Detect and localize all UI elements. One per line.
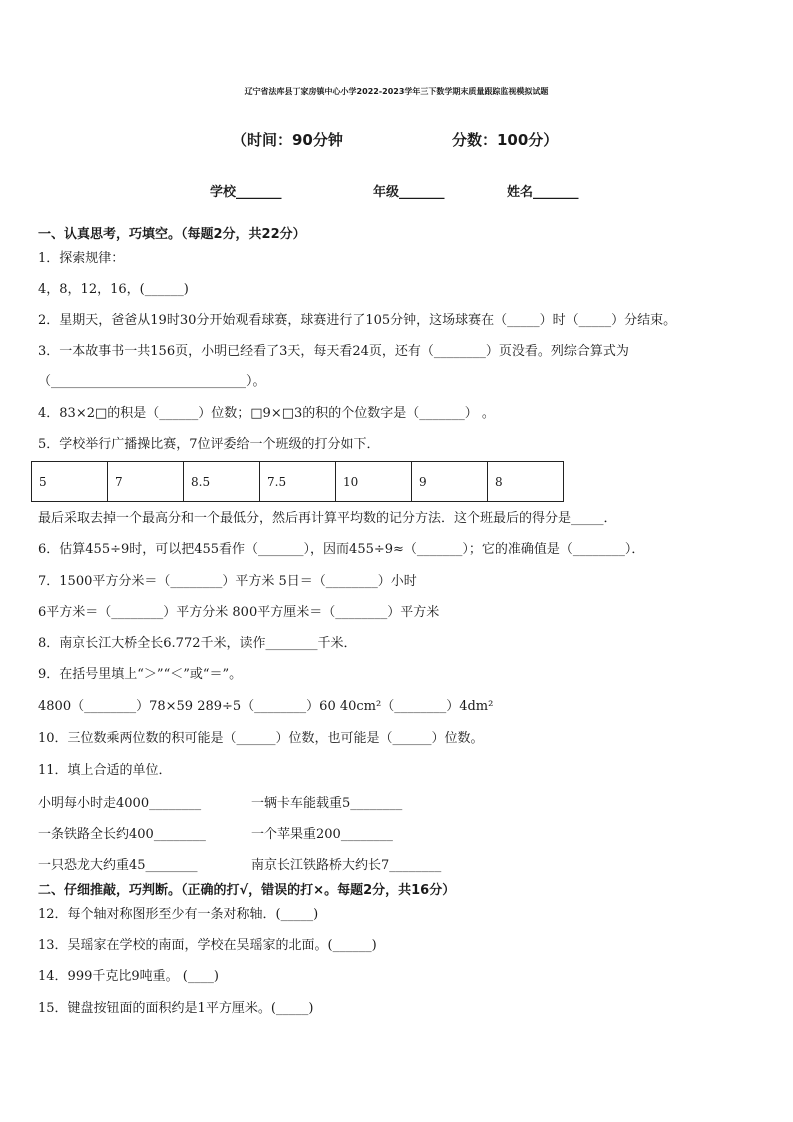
unit-item: 一个苹果重200________ <box>251 827 393 842</box>
question-11: 11．填上合适的单位． <box>38 763 172 778</box>
judge-score-table <box>31 461 564 502</box>
unit-item: 一只恐龙大约重45________ <box>38 858 198 873</box>
question-6: 6．估算455÷9时，可以把455看作（_______），因而455÷9≈（_______）；它的准确值是（________）． <box>38 542 645 557</box>
section-1-heading: 一、认真思考，巧填空。（每题2分，共22分） <box>38 227 306 242</box>
name-field: 姓名_______ <box>507 185 579 200</box>
table-row <box>32 462 564 502</box>
total-score: 分数：100分） <box>452 131 559 149</box>
time-limit: （时间：90分钟 <box>232 131 343 149</box>
question-9-compare: 4800（________）78×59 289÷5（________）60 40cm²（________）4dm² <box>38 699 494 714</box>
question-1: 1．探索规律： <box>38 251 125 266</box>
unit-item: 一辆卡车能载重5________ <box>251 796 403 811</box>
question-3-formula: （______________________________）。 <box>38 374 266 389</box>
question-3: 3．一本故事书一共156页，小明已经看了3天，每天看24页，还有（________）页没看。列综合算式为 <box>38 344 629 359</box>
score-cell: 7 <box>108 462 184 502</box>
score-cell: 10 <box>336 462 412 502</box>
question-15: 15．键盘按钮面的面积约是1平方厘米。(_____) <box>38 1001 314 1016</box>
score-cell: 5 <box>32 462 108 502</box>
question-7b: 6平方米＝（________）平方分米 800平方厘米＝（________）平方米 <box>38 605 440 620</box>
unit-item: 一条铁路全长约400________ <box>38 827 206 842</box>
question-4: 4．83×2□的积是（______）位数；□9×□3的积的个位数字是（_______） 。 <box>38 406 495 421</box>
exam-title: 辽宁省法库县丁家房镇中心小学2022-2023学年三下数学期末质量跟踪监视模拟试题 <box>244 87 549 96</box>
question-1-sequence: 4，8，12，16，(______) <box>38 282 189 297</box>
unit-item: 小明每小时走4000________ <box>38 796 202 811</box>
score-cell: 7.5 <box>260 462 336 502</box>
question-2: 2．星期天，爸爸从19时30分开始观看球赛，球赛进行了105分钟，这场球赛在（_____）时（_____）分结束。 <box>38 313 677 328</box>
grade-field: 年级_______ <box>373 185 445 200</box>
question-14: 14．999千克比9吨重。 (____) <box>38 969 219 984</box>
unit-item: 南京长江铁路桥大约长7________ <box>251 858 442 873</box>
question-5-conclusion: 最后采取去掉一个最高分和一个最低分，然后再计算平均数的记分方法．这个班最后的得分是_____． <box>38 511 617 526</box>
score-cell: 9 <box>412 462 488 502</box>
question-13: 13．吴瑶家在学校的南面，学校在吴瑶家的北面。(______) <box>38 938 377 953</box>
exam-subtitle <box>0 129 793 149</box>
question-7a: 7．1500平方分米＝（________）平方米 5日＝（________）小时 <box>38 574 417 589</box>
question-8: 8．南京长江大桥全长6.772千米，读作________千米． <box>38 636 357 651</box>
question-12: 12．每个轴对称图形至少有一条对称轴．(_____) <box>38 907 319 922</box>
question-9: 9．在括号里填上“＞”“＜”或“＝”。 <box>38 667 243 682</box>
score-cell: 8 <box>488 462 564 502</box>
question-5: 5．学校举行广播操比赛，7位评委给一个班级的打分如下． <box>38 437 380 452</box>
score-cell: 8.5 <box>184 462 260 502</box>
student-info <box>0 181 793 201</box>
section-2-heading: 二、仔细推敲，巧判断。（正确的打√，错误的打×。每题2分，共16分） <box>38 883 456 898</box>
question-10: 10．三位数乘两位数的积可能是（______）位数，也可能是（______）位数。 <box>38 731 484 746</box>
school-field: 学校_______ <box>210 185 282 200</box>
